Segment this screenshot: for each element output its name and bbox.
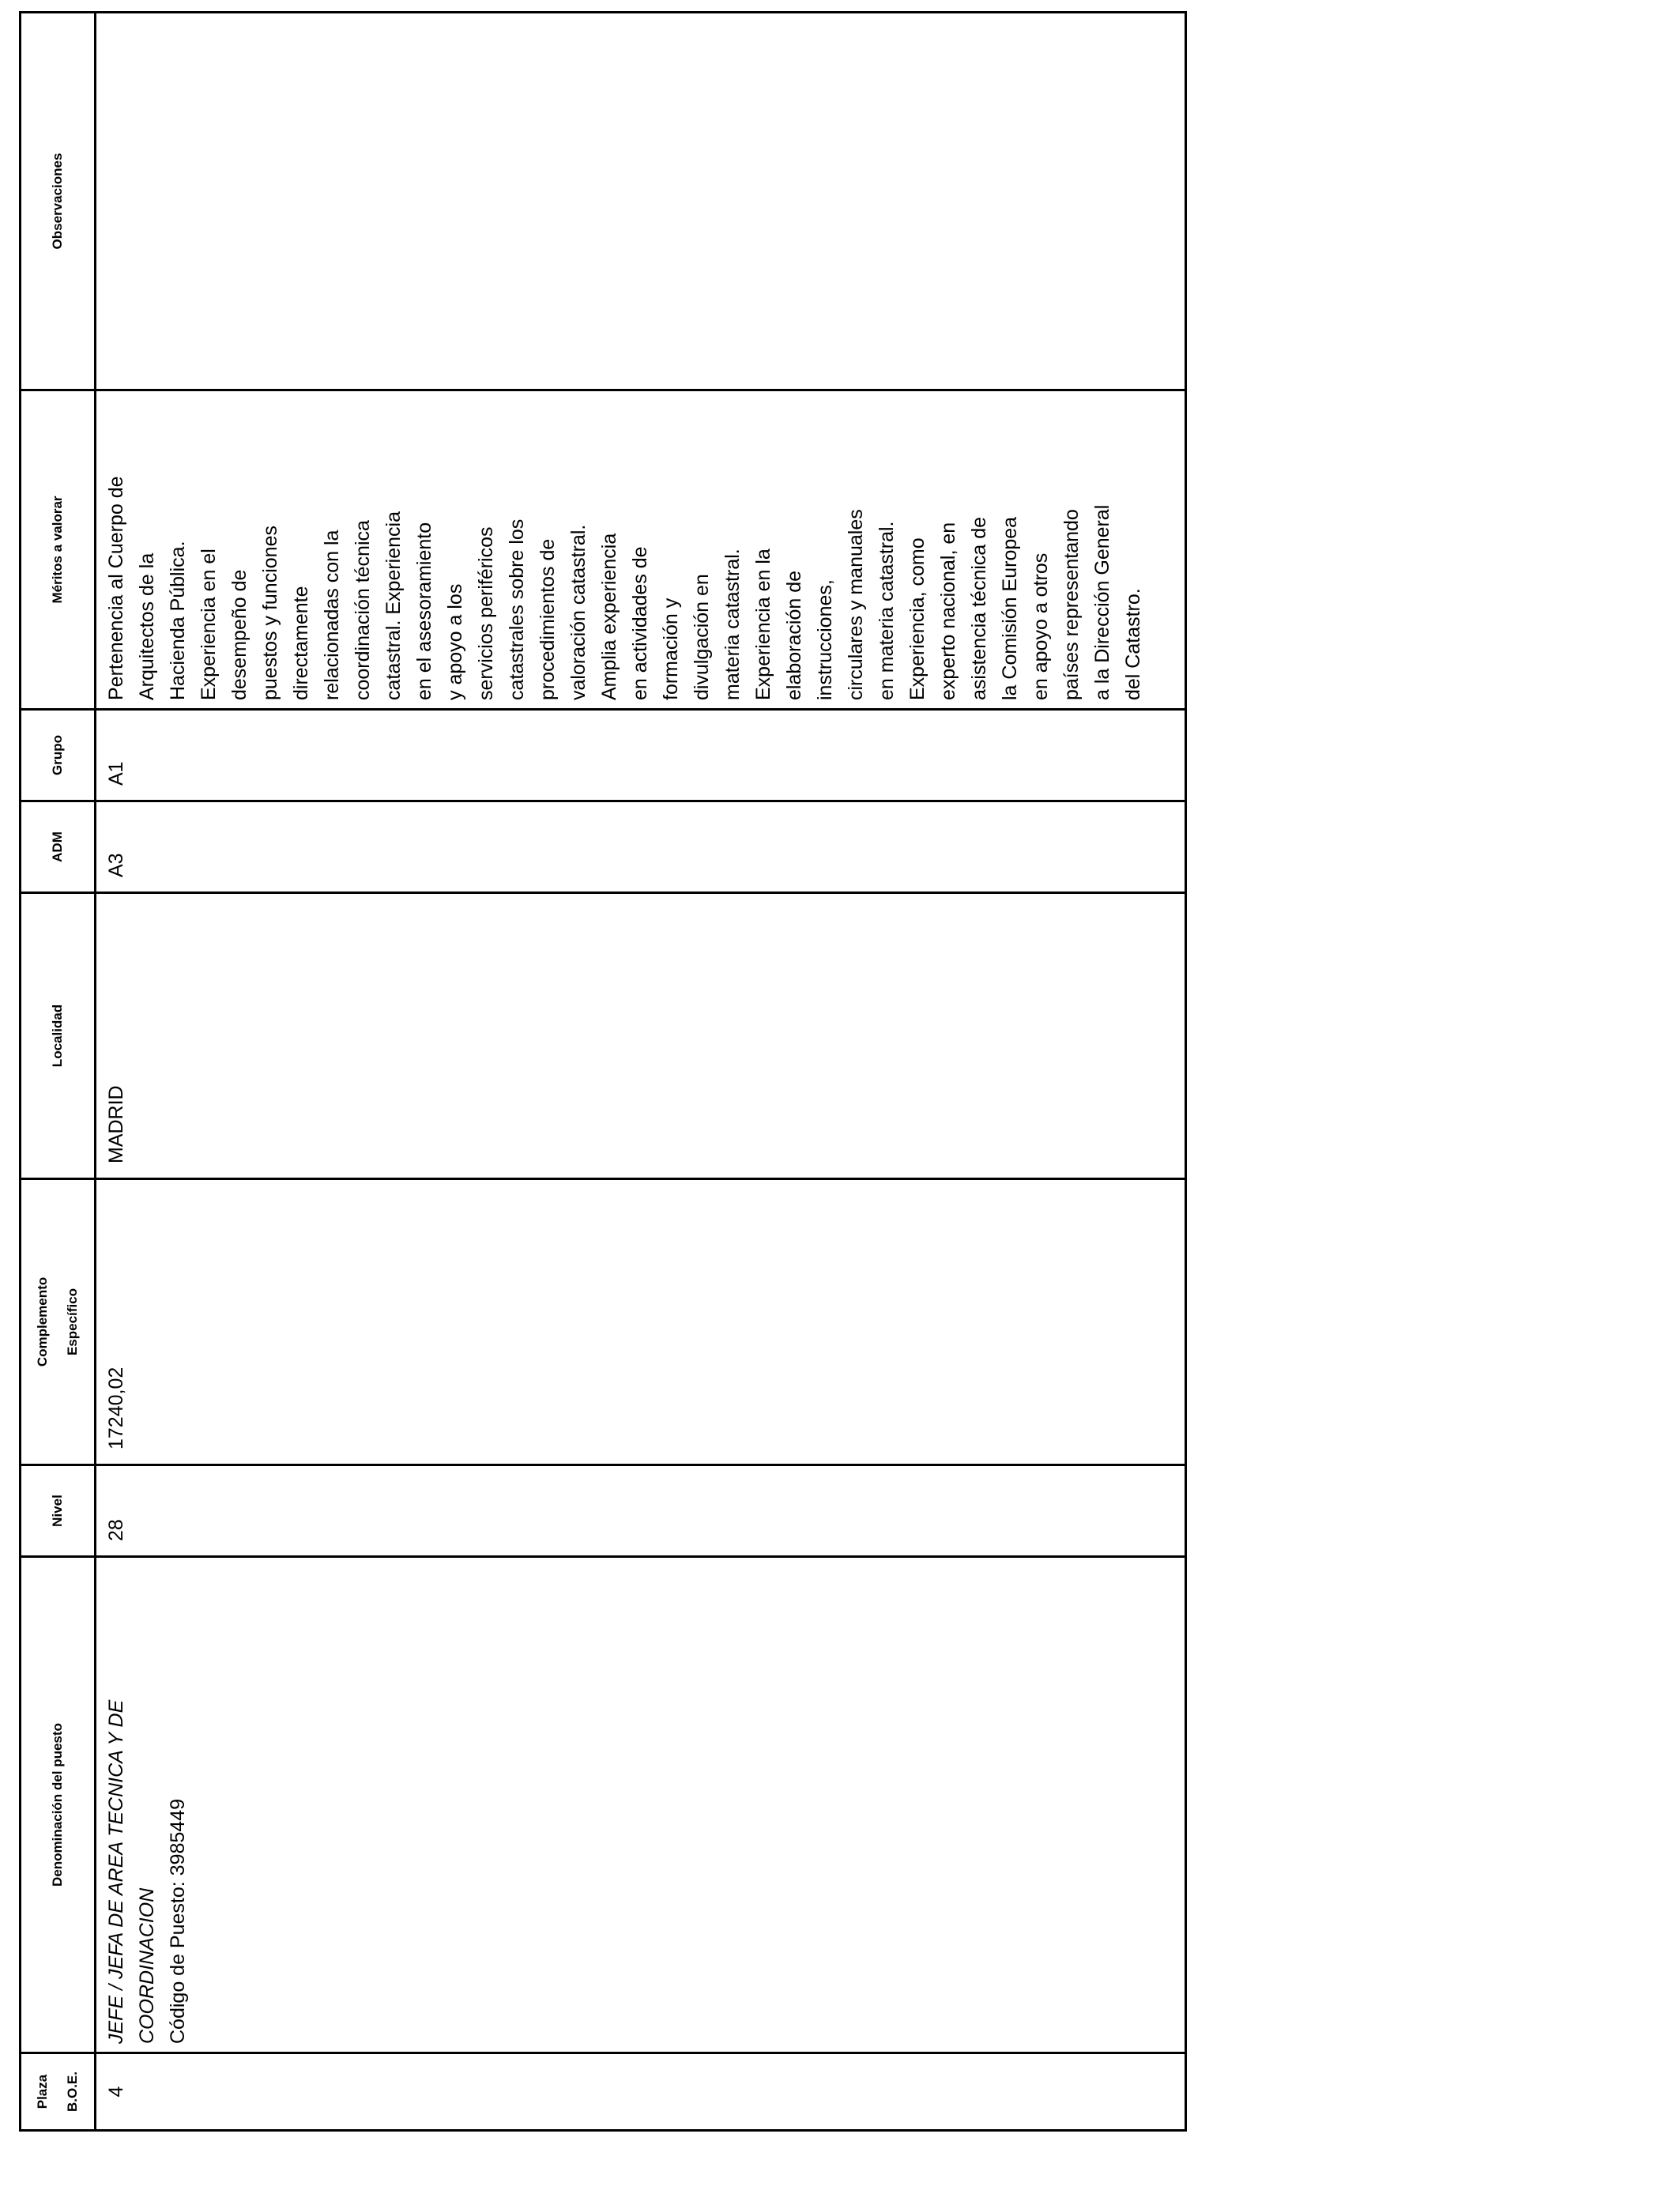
cell-nivel: 28 [96, 1465, 1186, 1557]
rotated-table-sheet [19, 11, 1187, 2132]
meritos-line: en actividades de [629, 546, 651, 700]
header-grupo: Grupo [21, 710, 96, 801]
meritos-line: Hacienda Pública. [167, 541, 189, 700]
cell-meritos [96, 390, 1186, 710]
cell-plaza: 4 [96, 2053, 1186, 2131]
meritos-line: en el asesoramiento [413, 522, 435, 700]
meritos-line: del Catastro. [1122, 588, 1144, 700]
meritos-line: y apoyo a los [444, 583, 466, 700]
meritos-line: relacionadas con la [321, 530, 343, 700]
meritos-line: Experiencia, como [906, 537, 929, 700]
cell-grupo: A1 [96, 710, 1186, 801]
header-complemento [21, 1179, 96, 1465]
codigo-puesto: Código de Puesto: 3985449 [167, 1799, 189, 2044]
meritos-line: Experiencia en el [198, 548, 220, 700]
meritos-line: la Comisión Europea [999, 516, 1021, 700]
header-plaza [21, 2053, 96, 2131]
cell-adm: A3 [96, 801, 1186, 893]
meritos-line: valoración catastral. [567, 524, 590, 700]
cell-observaciones [96, 13, 1186, 390]
cell-denominacion [96, 1557, 1186, 2053]
meritos-line: divulgación en [691, 574, 713, 700]
cell-localidad: MADRID [96, 893, 1186, 1179]
meritos-line: instrucciones, [814, 579, 836, 700]
meritos-text [101, 399, 1149, 700]
header-observaciones: Observaciones [21, 13, 96, 390]
table-row [96, 13, 1186, 2131]
job-position-table [19, 11, 1187, 2132]
denominacion-line2: COORDINACION [136, 1887, 158, 2044]
meritos-line: Experiencia en la [752, 548, 774, 700]
meritos-line: elaboración de [783, 570, 805, 700]
meritos-line: Arquitectos de la [136, 552, 158, 700]
header-complemento-line2: Específico [65, 1287, 80, 1356]
header-adm: ADM [21, 801, 96, 893]
meritos-line: catastral. Experiencia [382, 511, 405, 700]
meritos-line: en apoyo a otros [1030, 552, 1052, 700]
meritos-line: experto nacional, en [937, 522, 959, 700]
meritos-line: procedimientos de [537, 538, 559, 700]
meritos-line: asistencia técnica de [968, 516, 990, 700]
meritos-line: en materia catastral. [876, 521, 898, 700]
header-row [21, 13, 96, 2131]
meritos-line: servicios periféricos [475, 526, 497, 700]
cell-complemento: 17240,02 [96, 1179, 1186, 1465]
meritos-line: a la Dirección General [1091, 504, 1113, 700]
meritos-line: materia catastral. [721, 548, 744, 700]
header-meritos: Méritos a valorar [21, 390, 96, 710]
meritos-line: desempeño de [228, 569, 250, 700]
meritos-line: formación y [660, 598, 682, 700]
meritos-line: coordinación técnica [352, 520, 374, 700]
meritos-line: puestos y funciones [259, 526, 281, 700]
meritos-line: Amplia experiencia [598, 533, 620, 700]
header-plaza-line1: Plaza [35, 2074, 50, 2109]
header-plaza-line2: B.O.E. [65, 2071, 80, 2113]
meritos-line: directamente [290, 586, 312, 700]
meritos-line: catastrales sobre los [506, 518, 528, 700]
header-denominacion: Denominación del puesto [21, 1557, 96, 2053]
denominacion-line1: JEFE / JEFA DE AREA TECNICA Y DE [105, 1699, 127, 2044]
meritos-line: países representando [1060, 509, 1083, 700]
header-complemento-line1: Complemento [35, 1276, 50, 1367]
header-nivel: Nivel [21, 1465, 96, 1557]
header-localidad: Localidad [21, 893, 96, 1179]
meritos-line: circulares y manuales [845, 509, 867, 700]
meritos-line: Pertenencia al Cuerpo de [105, 476, 127, 700]
